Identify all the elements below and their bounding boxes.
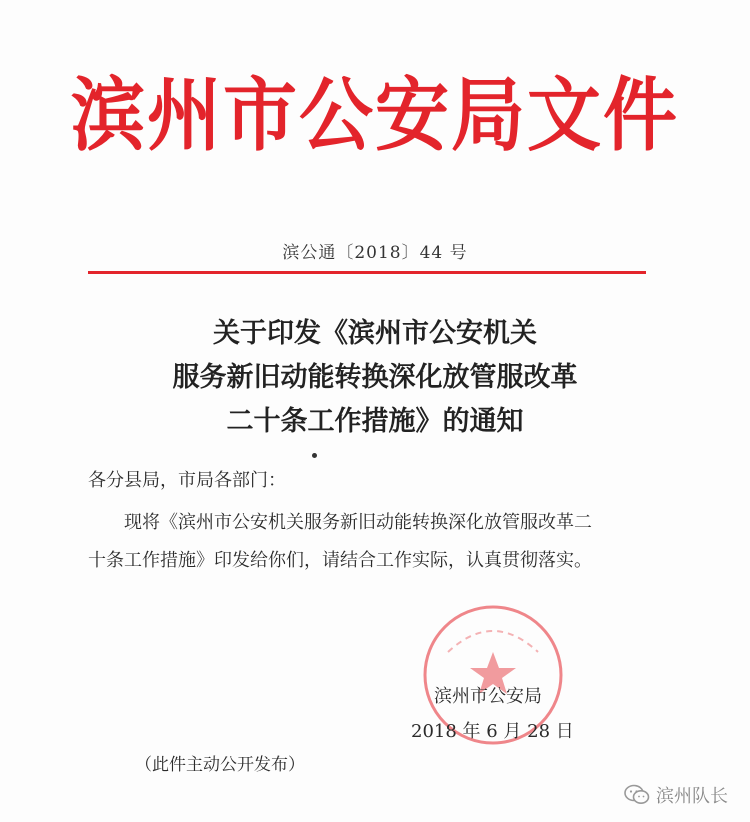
watermark <box>624 782 728 808</box>
notice-title-line-3: 二十条工作措施》的通知 <box>226 406 524 437</box>
notice-title <box>0 312 750 444</box>
wechat-icon <box>624 784 650 806</box>
ink-dot <box>312 453 317 458</box>
body-line-2: 十条工作措施》印发给你们，请结合工作实际，认真贯彻落实。 <box>88 550 592 571</box>
watermark-text: 滨州队长 <box>656 786 728 807</box>
notice-title-line-1: 关于印发《滨州市公安机关 <box>213 318 537 349</box>
salutation: 各分县局，市局各部门： <box>88 470 286 491</box>
body-paragraph <box>88 504 668 580</box>
document-number: 滨公通〔2018〕44 号 <box>282 243 468 263</box>
disclosure-note: （此件主动公开发布） <box>135 755 305 775</box>
issuer-name: 滨州市公安局 <box>434 686 542 707</box>
red-divider-line <box>88 271 646 274</box>
issue-date: 2018 年 6 月 28 日 <box>411 721 574 742</box>
document-header-title: 滨州市公安局文件 <box>71 69 679 163</box>
notice-title-line-2: 服务新旧动能转换深化放管服改革 <box>172 362 578 393</box>
body-line-1: 现将《滨州市公安机关服务新旧动能转换深化放管服改革二 <box>124 512 592 533</box>
